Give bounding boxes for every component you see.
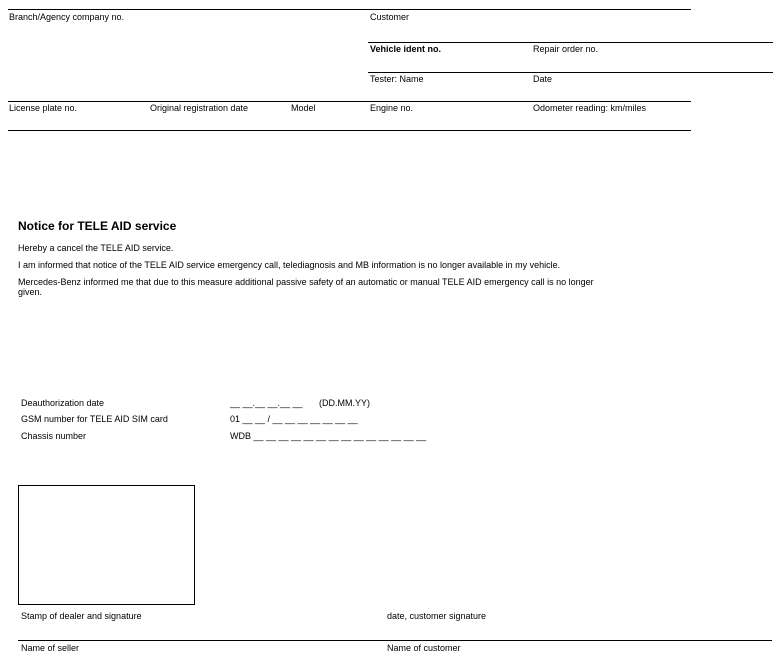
seller-name-label: Name of seller (21, 643, 80, 653)
engine-label: Engine no. (370, 103, 414, 113)
notice-line-1: Hereby a cancel the TELE AID service. (18, 243, 174, 253)
header-bottom-rule (8, 130, 691, 131)
customer-rule-1 (368, 42, 773, 43)
orig-registration-label: Original registration date (150, 103, 249, 113)
chassis-number-value: WDB __ __ __ __ __ __ __ __ __ __ __ __ __ __ (230, 431, 427, 441)
signature-rule (18, 640, 772, 641)
deauth-date-value: __ __.__ __.__ __ (230, 398, 303, 408)
customer-name-label: Name of customer (387, 643, 461, 653)
tester-label: Tester: Name (370, 74, 424, 84)
notice-line-3a: Mercedes-Benz informed me that due to this measure additional passive safety of an automatic or manual TELE AID emergency call is no longer (18, 277, 594, 287)
license-plate-label: License plate no. (9, 103, 78, 113)
notice-line-3b: given. (18, 287, 43, 297)
branch-label: Branch/Agency company no. (9, 12, 125, 22)
header-top-rule (8, 9, 691, 10)
dealer-stamp-box (18, 485, 195, 605)
odometer-label: Odometer reading: km/miles (533, 103, 647, 113)
gsm-number-label: GSM number for TELE AID SIM card (21, 414, 168, 424)
chassis-number-label: Chassis number (21, 431, 87, 441)
gsm-number-value: 01 __ __ / __ __ __ __ __ __ __ (230, 414, 358, 424)
header-mid-rule (8, 101, 691, 102)
notice-line-2: I am informed that notice of the TELE AID service emergency call, telediagnosis and MB information is no longer available in my vehicle. (18, 260, 561, 270)
repair-order-label: Repair order no. (533, 44, 599, 54)
notice-title: Notice for TELE AID service (18, 219, 177, 233)
model-label: Model (291, 103, 316, 113)
customer-rule-2 (368, 72, 773, 73)
customer-signature-label: date, customer signature (387, 611, 487, 621)
deauth-date-label: Deauthorization date (21, 398, 105, 408)
vin-label: Vehicle ident no. (370, 44, 442, 54)
date-label: Date (533, 74, 553, 84)
deauth-date-format: (DD.MM.YY) (319, 398, 370, 408)
stamp-signature-label: Stamp of dealer and signature (21, 611, 142, 621)
customer-label: Customer (370, 12, 410, 22)
